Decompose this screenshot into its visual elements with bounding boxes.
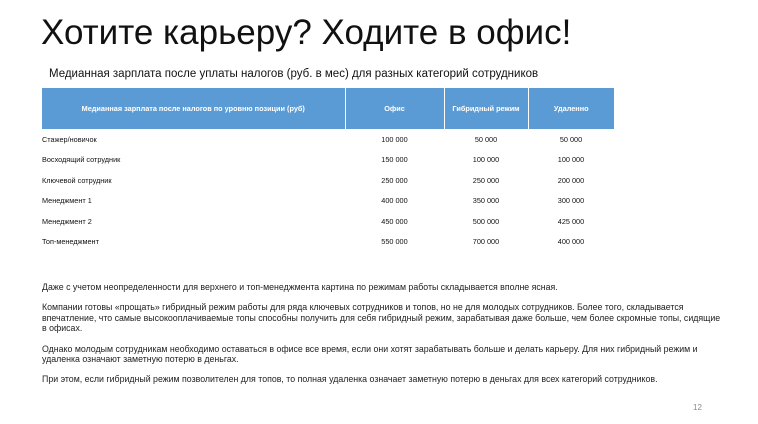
hybrid-cell: 250 000 xyxy=(472,175,500,185)
position-cell: Восходящий сотрудник xyxy=(42,155,121,165)
table-row xyxy=(42,232,614,253)
paragraph: Даже с учетом неопределенности для верхнего и топ-менеджмента картина по режимам работы складывается вполне ясная. xyxy=(42,282,558,292)
remote-cell: 50 000 xyxy=(559,134,583,144)
office-cell: 250 000 xyxy=(381,175,408,185)
column-header-position: Медианная зарплата после налогов по уровню позиции (руб) xyxy=(42,88,345,129)
hybrid-cell: 500 000 xyxy=(472,216,500,226)
page-number: 12 xyxy=(693,403,702,412)
remote-cell: 200 000 xyxy=(557,175,585,185)
hybrid-cell: 100 000 xyxy=(472,155,500,165)
paragraph: Однако молодым сотрудникам необходимо оставаться в офисе все время, если они хотят зарабатывать больше и делать карьеру. Для них гибридный режим и удаленка означают заметную потерю в деньгах. xyxy=(42,343,698,365)
table-row xyxy=(42,191,614,212)
paragraph: Компании готовы «прощать» гибридный режим работы для ряда ключевых сотрудников и топов, но не для молодых сотрудников. Более того, складывается впечатление, что самые высокооплачиваемые топы способны получить для себя гибридный режим, зарабатывая даже больше, чем более скромные топы, сидящие в офисах. xyxy=(42,302,721,334)
position-cell: Ключевой сотрудник xyxy=(42,175,112,185)
table-row xyxy=(42,211,614,232)
salary-table xyxy=(42,88,614,252)
office-cell: 150 000 xyxy=(381,155,408,165)
hybrid-cell: 350 000 xyxy=(472,196,500,206)
office-cell: 100 000 xyxy=(381,134,408,144)
remote-cell: 100 000 xyxy=(557,155,585,165)
table-row xyxy=(42,170,614,191)
office-cell: 400 000 xyxy=(381,196,408,206)
table-row xyxy=(42,150,614,171)
remote-cell: 300 000 xyxy=(557,196,585,206)
table-row xyxy=(42,129,614,150)
office-cell: 550 000 xyxy=(381,237,408,247)
office-cell: 450 000 xyxy=(381,216,408,226)
paragraph: При этом, если гибридный режим позволителен для топов, то полная удаленка означает заметную потерю в деньгах для всех категорий сотрудников. xyxy=(42,374,658,385)
remote-cell: 425 000 xyxy=(557,216,585,226)
position-cell: Стажер/новичок xyxy=(42,134,97,144)
hybrid-cell: 700 000 xyxy=(472,237,500,247)
commentary-text xyxy=(42,282,722,395)
column-header-remote: Удаленно xyxy=(528,88,614,129)
position-cell: Менеджмент 2 xyxy=(42,216,92,226)
slide-title: Хотите карьеру? Ходите в офис! xyxy=(41,13,572,52)
position-cell: Топ-менеджмент xyxy=(42,237,99,247)
position-cell: Менеджмент 1 xyxy=(42,196,92,206)
remote-cell: 400 000 xyxy=(557,237,585,247)
table-caption: Медианная зарплата после уплаты налогов (руб. в мес) для разных категорий сотрудников xyxy=(49,68,539,80)
column-header-office: Офис xyxy=(345,88,444,129)
column-header-hybrid: Гибридный режим xyxy=(444,88,528,129)
hybrid-cell: 50 000 xyxy=(474,134,498,144)
table-header-row xyxy=(42,88,614,129)
